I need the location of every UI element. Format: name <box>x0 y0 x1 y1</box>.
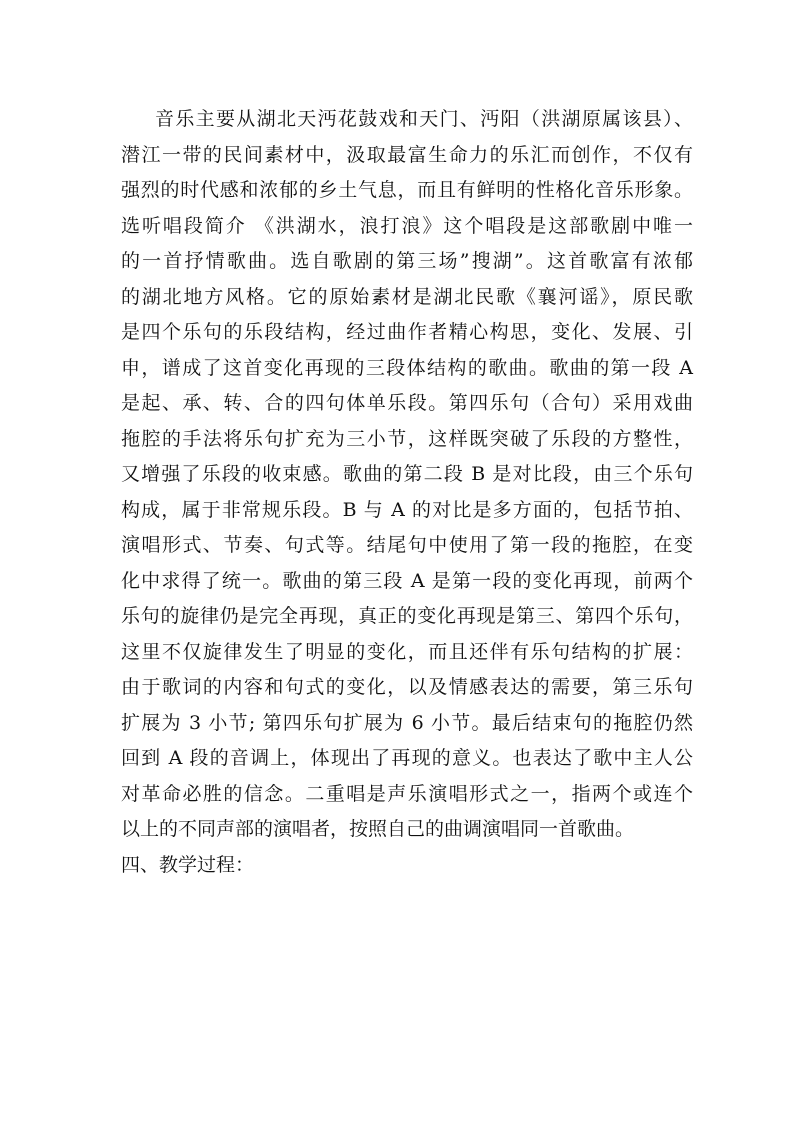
text-line: 音乐主要从湖北天沔花鼓戏和天门、沔阳（洪湖原属该县）、 <box>155 108 693 130</box>
text-line: 由于歌词的内容和句式的变化，以及情感表达的需要，第三乐句 <box>121 676 693 698</box>
text-line: 是四个乐句的乐段结构，经过曲作者精心构思，变化、发展、引 <box>121 321 693 343</box>
text-line: 这里不仅旋律发生了明显的变化，而且还伴有乐句结构的扩展： <box>121 640 693 663</box>
text-line: 以上的不同声部的演唱者，按照自己的曲调演唱同一首歌曲。 <box>121 818 635 840</box>
text-line: 又增强了乐段的收束感。歌曲的第二段 B 是对比段，由三个乐句 <box>121 463 693 485</box>
text-line: 扩展为 3 小节; 第四乐句扩展为 6 小节。最后结束句的拖腔仍然 <box>121 711 693 734</box>
text-line: 构成，属于非常规乐段。B 与 A 的对比是多方面的，包括节拍、 <box>121 498 693 521</box>
text-line: 强烈的时代感和浓郁的乡土气息，而且有鲜明的性格化音乐形象。 <box>121 179 693 201</box>
text-line: 回到 A 段的音调上，体现出了再现的意义。也表达了歌中主人公 <box>121 747 693 769</box>
text-line: 乐句的旋律仍是完全再现，真正的变化再现是第三、第四个乐句， <box>121 605 693 627</box>
text-line: 的湖北地方风格。它的原始素材是湖北民歌《襄河谣》，原民歌 <box>121 285 693 308</box>
text-line: 化中求得了统一。歌曲的第三段 A 是第一段的变化再现，前两个 <box>121 569 693 592</box>
text-line: 是起、承、转、合的四句体单乐段。第四乐句（合句）采用戏曲 <box>121 392 693 414</box>
text-line: 拖腔的手法将乐句扩充为三小节，这样既突破了乐段的方整性， <box>121 427 693 450</box>
section-heading: 四、教学过程： <box>121 853 255 876</box>
text-line: 选听唱段简介 《洪湖水，浪打浪》这个唱段是这部歌剧中唯一 <box>121 214 693 237</box>
text-line: 申，谱成了这首变化再现的三段体结构的歌曲。歌曲的第一段 A <box>121 356 693 379</box>
text-line: 演唱形式、节奏、句式等。结尾句中使用了第一段的拖腔，在变 <box>121 534 693 556</box>
text-line: 对革命必胜的信念。二重唱是声乐演唱形式之一，指两个或连个 <box>121 782 693 805</box>
text-line: 的一首抒情歌曲。选自歌剧的第三场”搜湖”。这首歌富有浓郁 <box>121 250 693 272</box>
body-text <box>121 102 693 883</box>
text-line: 潜江一带的民间素材中，汲取最富生命力的乐汇而创作，不仅有 <box>121 143 693 166</box>
